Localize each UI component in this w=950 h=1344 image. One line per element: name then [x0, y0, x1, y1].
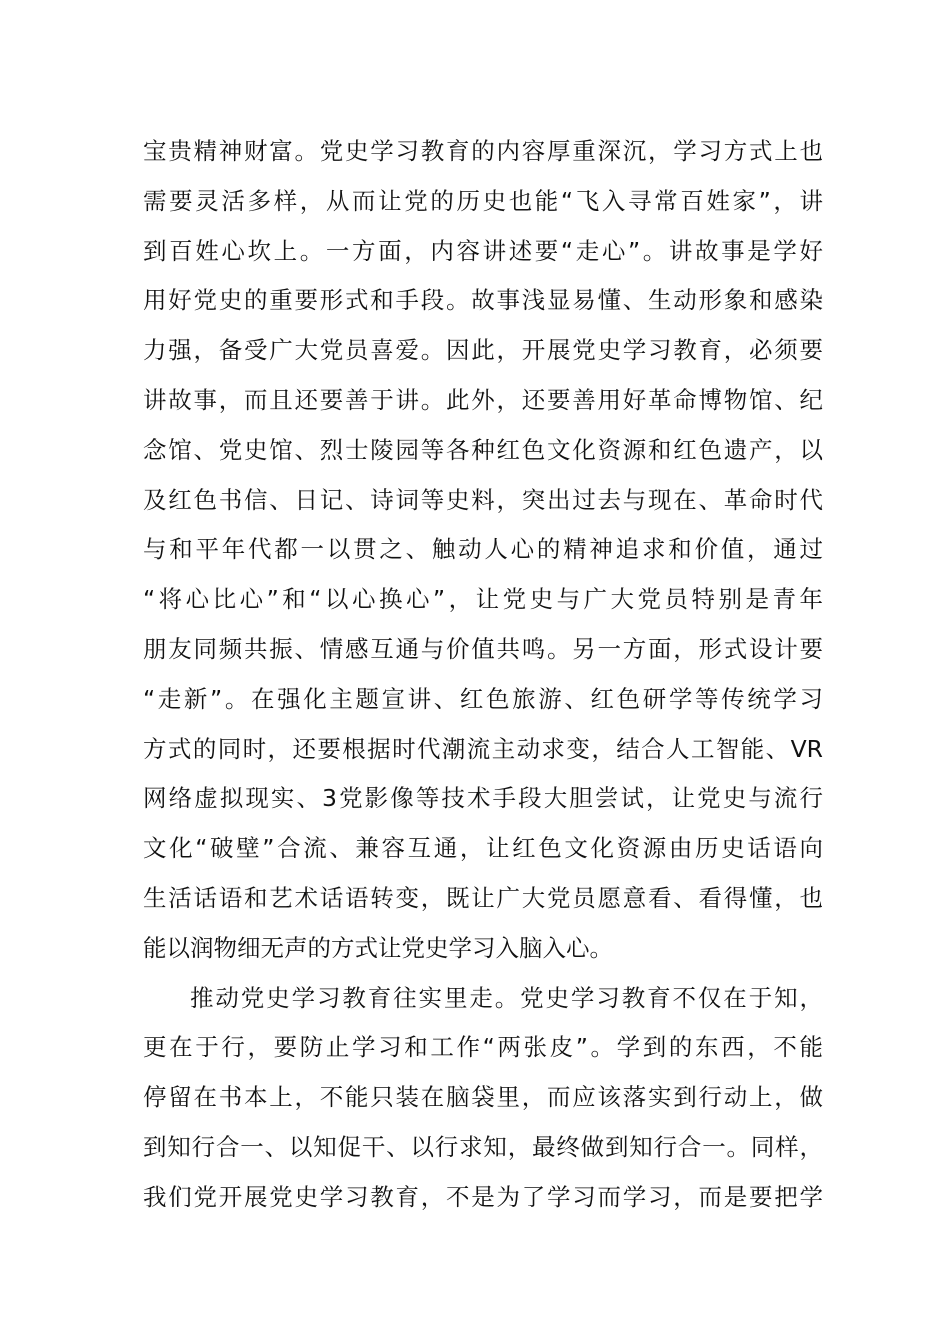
text-line: 到知行合一、以知促干、以行求知，最终做到知行合一。同样，	[143, 1132, 823, 1161]
text-line: 朋友同频共振、情感互通与价值共鸣。另一方面，形式设计要	[143, 634, 823, 663]
text-line: “将心比心”和“以心换心”，让党史与广大党员特别是青年	[143, 585, 823, 614]
text-line: 宝贵精神财富。党史学习教育的内容厚重深沉，学习方式上也	[143, 137, 823, 165]
text-line: 讲故事，而且还要善于讲。此外，还要善用好革命博物馆、纪	[143, 385, 823, 414]
text-line: 到百姓心坎上。一方面，内容讲述要“走心”。讲故事是学好	[143, 236, 823, 265]
text-line: 我们党开展党史学习教育，不是为了学习而学习，而是要把学	[143, 1182, 823, 1211]
text-line: 及红色书信、日记、诗词等史料，突出过去与现在、革命时代	[143, 485, 823, 514]
body-text	[143, 127, 823, 1223]
text-line: 生活话语和艺术话语转变，既让广大党员愿意看、看得懂，也	[143, 883, 823, 912]
text-line: 力强，备受广大党员喜爱。因此，开展党史学习教育，必须要	[143, 336, 823, 365]
text-line: 网络虚拟现实、3党影像等技术手段大胆尝试，让党史与流行	[143, 784, 823, 813]
text-line: 需要灵活多样，从而让党的历史也能“飞入寻常百姓家”，讲	[143, 186, 823, 215]
text-line: “走新”。在强化主题宣讲、红色旅游、红色研学等传统学习	[143, 684, 823, 713]
text-line: 更在于行，要防止学习和工作“两张皮”。学到的东西，不能	[143, 1033, 823, 1062]
text-line: 用好党史的重要形式和手段。故事浅显易懂、生动形象和感染	[143, 286, 823, 315]
text-line: 停留在书本上，不能只装在脑袋里，而应该落实到行动上，做	[143, 1083, 823, 1112]
text-line: 文化“破壁”合流、兼容互通，让红色文化资源由历史话语向	[143, 834, 823, 863]
text-line: 念馆、党史馆、烈士陵园等各种红色文化资源和红色遗产，以	[143, 435, 823, 464]
text-line: 方式的同时，还要根据时代潮流主动求变，结合人工智能、VR	[143, 734, 823, 763]
paragraph-start-line: 推动党史学习教育往实里走。党史学习教育不仅在于知，	[190, 983, 823, 1012]
paragraph-end-line: 能以润物细无声的方式让党史学习入脑入心。	[143, 933, 613, 962]
text-line: 与和平年代都一以贯之、触动人心的精神追求和价值，通过	[143, 535, 823, 564]
